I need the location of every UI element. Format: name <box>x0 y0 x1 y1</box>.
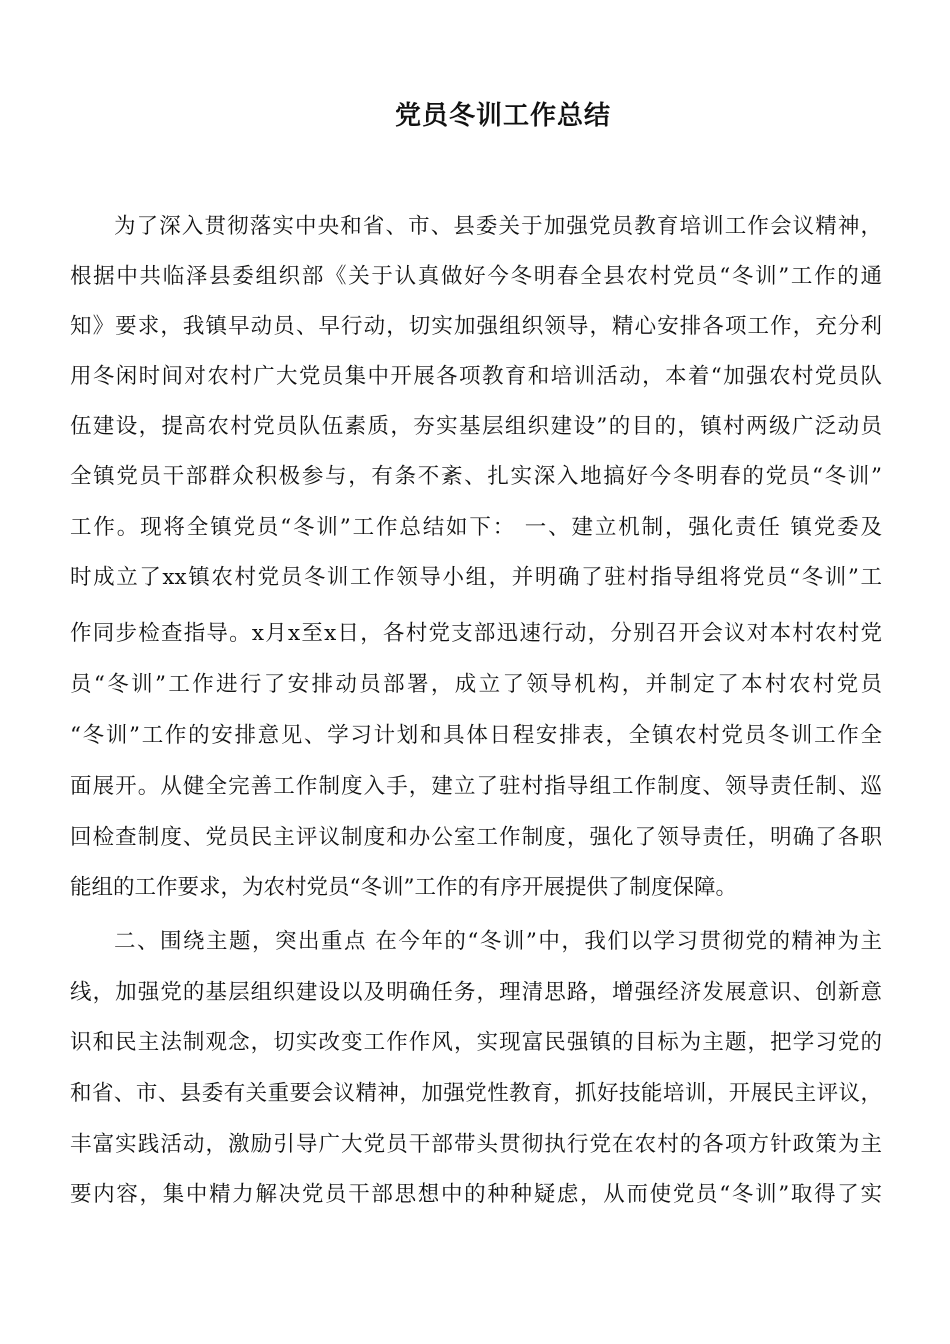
paragraph-1-line: 知》要求，我镇早动员、早行动，切实加强组织领导，精心安排各项工作，充分利 <box>70 314 882 339</box>
paragraph-2-line: 和省、市、县委有关重要会议精神，加强党性教育，抓好技能培训，开展民主评议， <box>70 1081 882 1106</box>
paragraph-1-line: 面展开。从健全完善工作制度入手，建立了驻村指导组工作制度、领导责任制、巡 <box>70 774 882 799</box>
paragraph-2-line: 识和民主法制观念，切实改变工作作风，实现富民强镇的目标为主题，把学习党的 <box>70 1030 882 1055</box>
paragraph-1-line: 为了深入贯彻落实中央和省、市、县委关于加强党员教育培训工作会议精神， <box>114 214 882 239</box>
paragraph-2-line: 二、围绕主题，突出重点 在今年的“冬训”中，我们以学习贯彻党的精神为主 <box>114 929 882 954</box>
paragraph-2-line: 线，加强党的基层组织建设以及明确任务，理清思路，增强经济发展意识、创新意 <box>70 980 882 1005</box>
paragraph-2-line: 要内容，集中精力解决党员干部思想中的种种疑虑，从而使党员“冬训”取得了实 <box>70 1182 882 1207</box>
paragraph-1-line: 时成立了xx镇农村党员冬训工作领导小组，并明确了驻村指导组将党员“冬训”工 <box>70 565 882 590</box>
paragraph-1-line: 回检查制度、党员民主评议制度和办公室工作制度，强化了领导责任，明确了各职 <box>70 825 882 850</box>
document-title: 党员冬训工作总结 <box>394 101 611 131</box>
paragraph-1-line: 用冬闲时间对农村广大党员集中开展各项教育和培训活动，本着“加强农村党员队 <box>70 364 882 389</box>
paragraph-1-line: 作同步检查指导。x月x至x日，各村党支部迅速行动，分别召开会议对本村农村党 <box>70 621 882 646</box>
paragraph-2-line: 丰富实践活动，激励引导广大党员干部带头贯彻执行党在农村的各项方针政策为主 <box>70 1132 882 1157</box>
paragraph-1-line: 工作。现将全镇党员“冬训”工作总结如下： 一、建立机制，强化责任 镇党委及 <box>70 515 882 540</box>
paragraph-1-line: 根据中共临泽县委组织部《关于认真做好今冬明春全县农村党员“冬训”工作的通 <box>70 264 882 289</box>
paragraph-1-line: 伍建设，提高农村党员队伍素质，夯实基层组织建设”的目的，镇村两级广泛动员 <box>70 414 882 439</box>
paragraph-1-line: “冬训”工作的安排意见、学习计划和具体日程安排表，全镇农村党员冬训工作全 <box>70 723 882 748</box>
paragraph-1-line: 能组的工作要求，为农村党员“冬训”工作的有序开展提供了制度保障。 <box>70 875 737 900</box>
paragraph-1-line: 员“冬训”工作进行了安排动员部署，成立了领导机构，并制定了本村农村党员 <box>70 672 882 697</box>
paragraph-1-line: 全镇党员干部群众积极参与，有条不紊、扎实深入地搞好今冬明春的党员“冬训” <box>70 464 882 489</box>
